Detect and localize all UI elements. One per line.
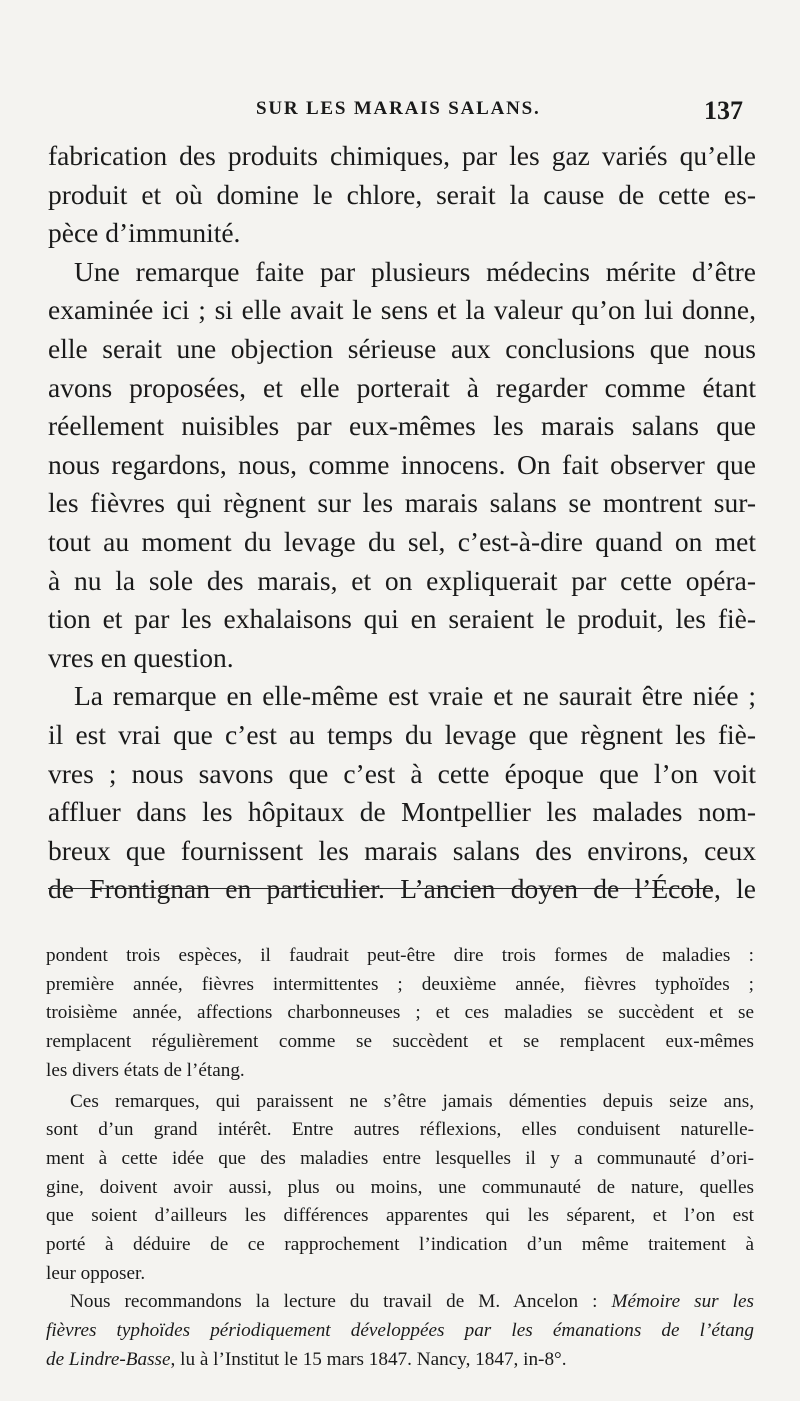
- text-line: produit et où domine le chlore, serait la cause de cette es-: [48, 178, 756, 210]
- reference-title-end: de Lindre-Basse: [46, 1348, 171, 1370]
- text-line: fabrication des produits chimiques, par les gaz variés qu’elle: [48, 140, 756, 171]
- running-head: [0, 96, 800, 132]
- text-line: nous regardons, nous, comme innocens. On fait observer que: [48, 448, 756, 480]
- footnote-line: pondent trois espèces, il faudrait peut-être dire trois formes de maladies :: [46, 945, 754, 966]
- paragraph-3: [48, 677, 756, 909]
- footnote-paragraph-2: [46, 1088, 754, 1289]
- footnotes: [46, 942, 754, 1375]
- footnote-line: porté à déduire de ce rapprochement l’indication d’un même traitement à: [46, 1234, 754, 1256]
- text-line: à nu la sole des marais, et on expliquerait par cette opéra-: [48, 564, 756, 596]
- reference-publication: , lu à l’Institut le 15 mars 1847. Nancy, 1847, in-8°.: [170, 1348, 567, 1370]
- main-text: [48, 137, 756, 909]
- text-line: La remarque en elle-même est vraie et ne saurait être niée ;: [74, 680, 756, 712]
- footnote-line: remplacent régulièrement comme se succèdent et se remplacent eux-mêmes: [46, 1031, 754, 1053]
- footnote-paragraph-1: [46, 942, 754, 1086]
- text-line: les fièvres qui règnent sur les marais salans se montrent sur-: [48, 487, 756, 519]
- text-line: réellement nuisibles par eux-mêmes les marais salans que: [48, 410, 756, 442]
- footnote-line: première année, fièvres intermittentes ; deuxième année, fièvres typhoïdes ;: [46, 973, 754, 995]
- footnote-separator: [48, 888, 712, 889]
- footnote-line: gine, doivent avoir aussi, plus ou moins, une communauté de nature, quelles: [46, 1176, 754, 1198]
- text-line: pèce d’immunité.: [48, 217, 241, 249]
- text-line: avons proposées, et elle porterait à regarder comme étant: [48, 371, 756, 403]
- footnote-line: les divers états de l’étang.: [46, 1059, 245, 1081]
- footnote-line: leur opposer.: [46, 1262, 146, 1284]
- reference-title: Mémoire sur les: [611, 1291, 754, 1313]
- text-line: examinée ici ; si elle avait le sens et la valeur qu’on lui donne,: [48, 294, 756, 326]
- text-line: il est vrai que c’est au temps du levage que règnent les fiè-: [48, 718, 756, 750]
- page-number: 137: [704, 96, 743, 125]
- text-line: elle serait une objection sérieuse aux conclusions que nous: [48, 332, 756, 364]
- footnote-line: que soient d’ailleurs les différences apparentes qui les séparent, et l’on est: [46, 1205, 754, 1227]
- text-line: vres en question.: [48, 641, 234, 673]
- footnote-line: troisième année, affections charbonneuses ; et ces maladies se succèdent et se: [46, 1002, 754, 1024]
- footnote-line: fièvres typhoïdes périodiquement développées par les émanations de l’étang: [46, 1320, 754, 1342]
- paragraph-1: [48, 137, 756, 253]
- footnote-line: ment à cette idée que des maladies entre lesquelles il y a communauté d’ori-: [46, 1147, 754, 1169]
- paragraph-2: [48, 253, 756, 678]
- footnote-line: [46, 1288, 754, 1317]
- running-title: SUR LES MARAIS SALANS.: [256, 98, 541, 119]
- reference-roman: Nous recommandons la lecture du travail de M. Ancelon :: [70, 1291, 612, 1313]
- text-line: tout au moment du levage du sel, c’est-à-dire quand on met: [48, 525, 756, 557]
- footnote-line: [46, 1346, 754, 1375]
- text-line: affluer dans les hôpitaux de Montpellier les malades nom-: [48, 796, 756, 828]
- footnote-line: Ces remarques, qui paraissent ne s’être jamais démenties depuis seize ans,: [70, 1090, 754, 1112]
- text-line: de Frontignan en particulier. L’ancien doyen de l’École, le: [48, 873, 756, 905]
- footnote-line: sont d’un grand intérêt. Entre autres réflexions, elles conduisent naturelle-: [46, 1119, 754, 1141]
- text-line: breux que fournissent les marais salans des environs, ceux: [48, 834, 756, 866]
- text-line: tion et par les exhalaisons qui en seraient le produit, les fiè-: [48, 603, 756, 635]
- footnote-reference: [46, 1288, 754, 1374]
- text-line: vres ; nous savons que c’est à cette époque que l’on voit: [48, 757, 756, 789]
- text-line: Une remarque faite par plusieurs médecins mérite d’être: [74, 255, 756, 287]
